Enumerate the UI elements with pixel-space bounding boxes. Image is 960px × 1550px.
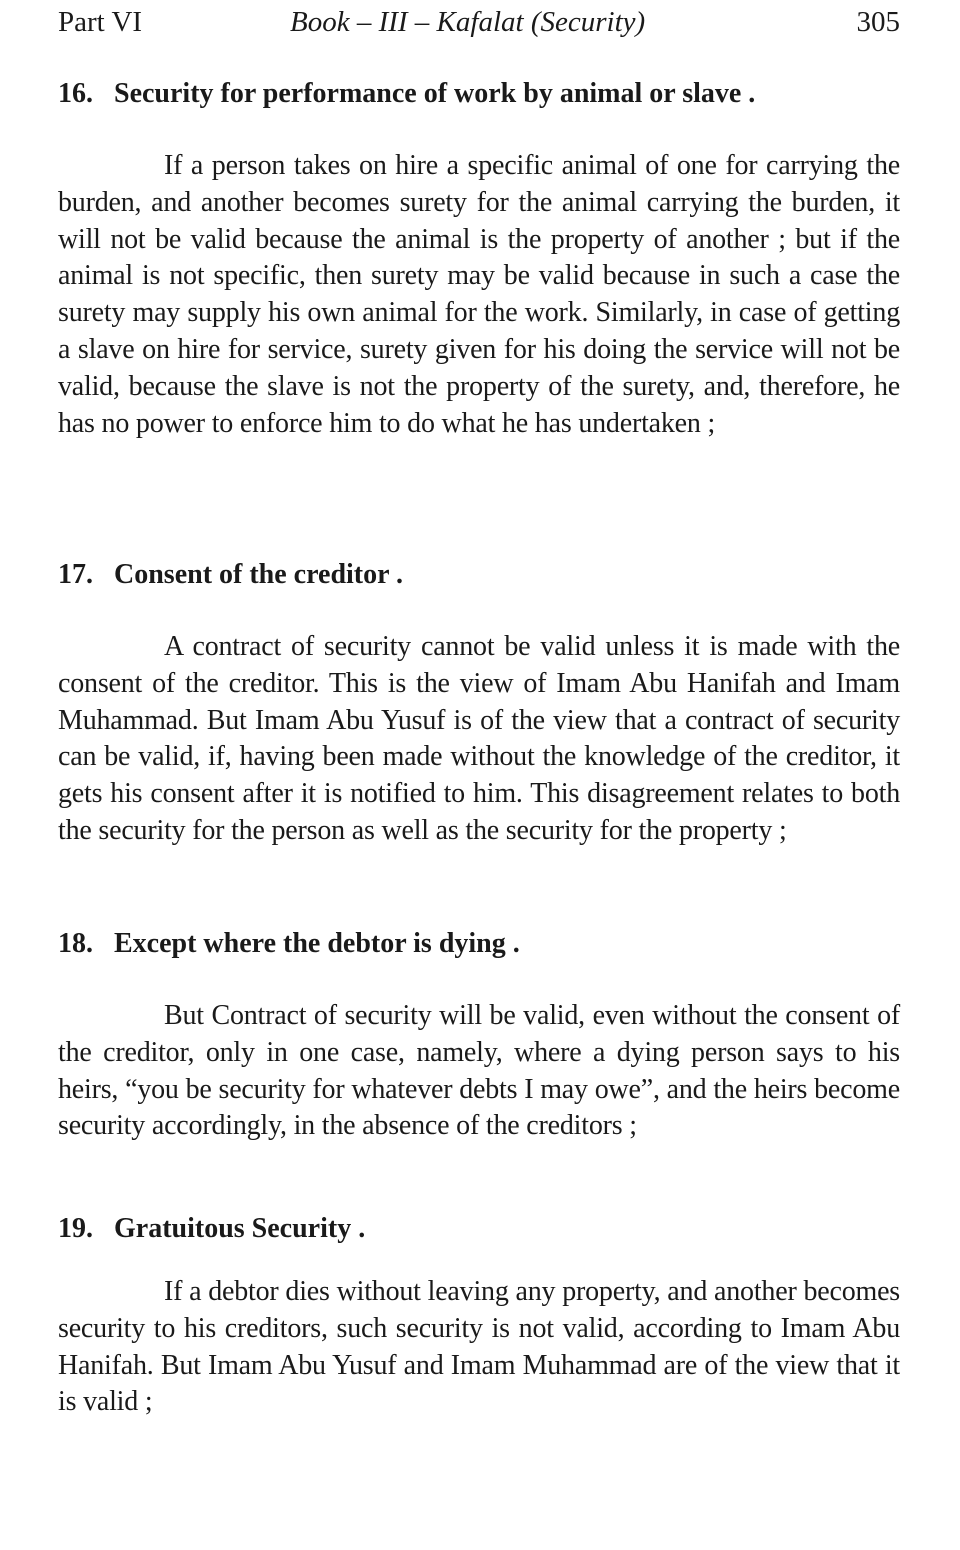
section-number: 17. (58, 559, 93, 590)
section-title: Consent of the creditor . (114, 559, 404, 590)
section-number: 18. (58, 928, 93, 959)
book-title: Book – III – Kafalat (Security) (290, 6, 646, 38)
section-number: 19. (58, 1213, 93, 1244)
section-body: A contract of security cannot be valid unless it is made with the consent of the creditor. This is the view of Imam Abu Hanifah and Imam Muhammad. But Imam Abu Yusuf is of the view that a contract of security can be valid, if, having been made without the knowledge of the creditor, it gets his consent after it is notified to him. This disagreement relates to both the security for the person as well as the security for the property ; (58, 631, 900, 846)
section-18 (58, 926, 900, 1145)
section-heading (58, 76, 900, 112)
section-body: If a debtor dies without leaving any property, and another becomes security to his creditors, such security is not valid, according to Imam Abu Hanifah. But Imam Abu Yusuf and Imam Muhammad are of the view that it is valid ; (58, 1276, 900, 1418)
section-19 (58, 1211, 900, 1421)
section-body: But Contract of security will be valid, even without the consent of the creditor, only in one case, namely, where a dying person says to his heirs, “you be security for whatever debts I may owe”, and the heirs become security accordingly, in the absence of the creditors ; (58, 1000, 900, 1142)
section-heading (58, 1211, 900, 1247)
section-17 (58, 557, 900, 850)
section-heading (58, 926, 900, 962)
running-header (58, 2, 900, 42)
section-title: Security for performance of work by animal or slave . (114, 78, 756, 109)
section-title: Gratuitous Security . (114, 1213, 366, 1244)
section-16 (58, 76, 900, 442)
section-heading (58, 557, 900, 593)
part-label: Part VI (58, 6, 143, 38)
section-body: If a person takes on hire a specific animal of one for carrying the burden, and another becomes surety for the animal carrying the burden, it will not be valid because the animal is the property of another ; but if the animal is not specific, then surety may be valid because in such a case the surety may supply his own animal for the work. Similarly, in case of getting a slave on hire for service, surety given for his doing the service will not be valid, because the slave is not the property of the surety, and, therefore, he has no power to enforce him to do what he has undertaken ; (58, 150, 900, 439)
section-number: 16. (58, 78, 93, 109)
section-title: Except where the debtor is dying . (114, 928, 520, 959)
page-number: 305 (856, 6, 900, 38)
